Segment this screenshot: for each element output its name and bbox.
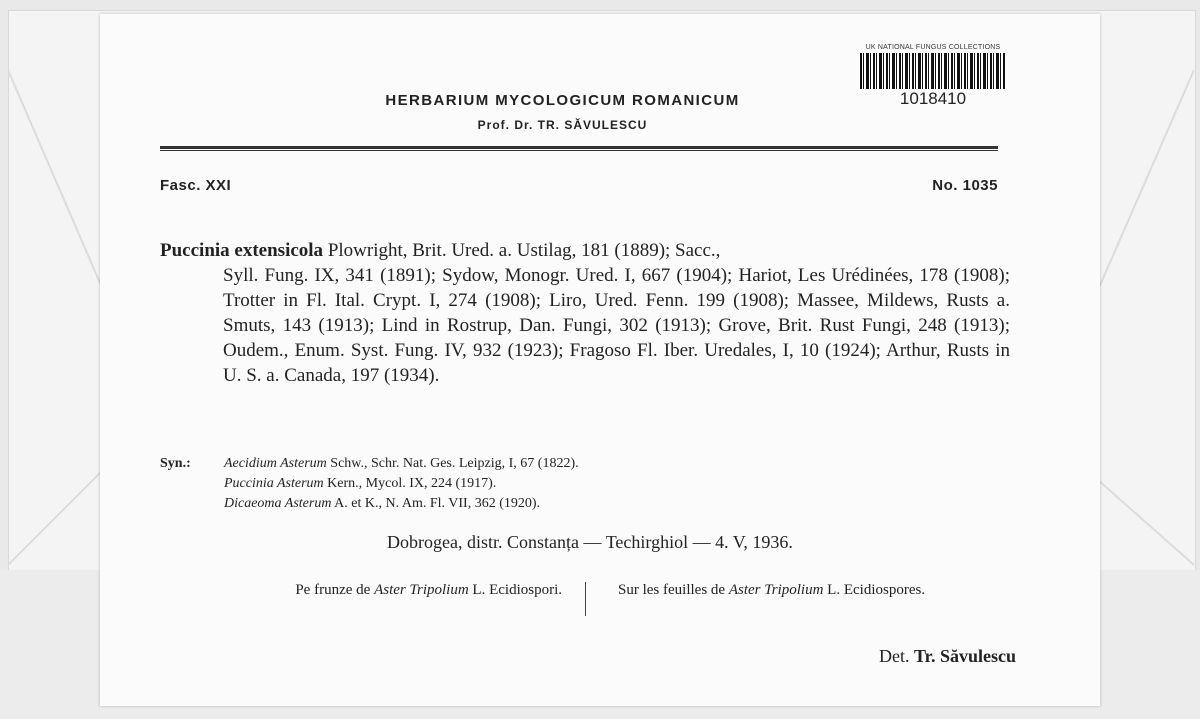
- species-citation: [160, 238, 1010, 388]
- species-name: Puccinia extensicola: [160, 240, 324, 261]
- synonym-reference: A. et K., N. Am. Fl. VII, 362 (1920).: [331, 496, 541, 511]
- host-ro-suffix: L. Ecidiospori.: [468, 582, 562, 598]
- host-romanian: [160, 580, 562, 600]
- citation-continuation: Syll. Fung. IX, 341 (1891); Sydow, Monogr. Ured. I, 667 (1904); Hariot, Les Urédinées, 178 (1908); Trotter in Fl. Ital. Crypt. I, 274 (1908); Liro, Ured. Fenn. 199 (1908); Massee, Mildews, Rusts a. Smuts, 143 (1913); Lind in Rostrup, Dan. Fungi, 302 (1913); Grove, Brit. Rust Fungi, 248 (1913); Oudem., Enum. Syst. Fung. IV, 932 (1923); Fragoso Fl. Iber. Uredales, I, 10 (1924); Arthur, Rusts in U. S. a. Canada, 197 (1934).: [223, 265, 1010, 386]
- specimen-label: [100, 14, 1100, 706]
- synonym-line: [224, 494, 579, 514]
- synonym-reference: Kern., Mycol. IX, 224 (1917).: [323, 476, 497, 491]
- synonym-name: Aecidium Asterum: [224, 456, 327, 471]
- host-ro-prefix: Pe frunze de: [295, 582, 375, 598]
- barcode-block: [860, 44, 1006, 108]
- determiner-prefix: Det.: [878, 646, 910, 666]
- synonym-name: Dicaeoma Asterum: [224, 496, 332, 511]
- synonym-name: Puccinia Asterum: [224, 476, 324, 491]
- host-fr-species: Aster Tripolium: [728, 582, 824, 598]
- determiner-name: Tr. Săvulescu: [913, 646, 1016, 666]
- host-divider: [585, 582, 586, 616]
- barcode-caption: UK NATIONAL FUNGUS COLLECTIONS: [865, 44, 1001, 51]
- header-rule: [160, 146, 998, 151]
- fascicle-number: Fasc. XXI: [160, 177, 232, 194]
- barcode-number: 1018410: [899, 89, 967, 108]
- collection-locality: Dobrogea, distr. Constanța — Techirghiol — 4. V, 1936.: [387, 532, 793, 552]
- herbarium-subtitle: Prof. Dr. TR. SĂVULESCU: [477, 118, 648, 132]
- herbarium-title: HERBARIUM MYCOLOGICUM ROMANICUM: [385, 92, 740, 109]
- synonym-line: [224, 454, 579, 474]
- host-french: [618, 580, 1018, 600]
- determiner: [879, 646, 1016, 667]
- host-fr-prefix: Sur les feuilles de: [618, 582, 729, 598]
- citation-first-line: Plowright, Brit. Ured. a. Ustilag, 181 (1889); Sacc.,: [323, 240, 721, 261]
- host-fr-suffix: L. Ecidiospores.: [823, 582, 926, 598]
- synonyms-list: [224, 454, 579, 514]
- synonym-reference: Schw., Schr. Nat. Ges. Leipzig, I, 67 (1822).: [326, 456, 579, 471]
- host-ro-species: Aster Tripolium: [374, 582, 469, 598]
- specimen-number: No. 1035: [932, 177, 998, 194]
- synonyms-label: Syn.:: [160, 456, 191, 471]
- synonym-line: [224, 474, 579, 494]
- barcode-image: [860, 53, 1006, 89]
